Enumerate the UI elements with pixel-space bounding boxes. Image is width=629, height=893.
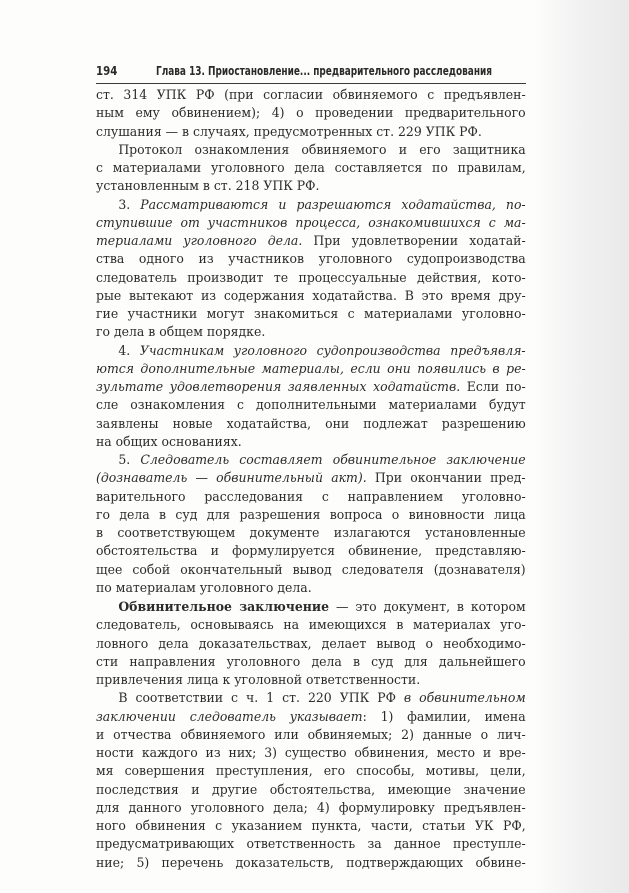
text-run: териалами уголовного дела. bbox=[96, 234, 303, 249]
text-run: гие участники могут знакомиться с материалами уголовно- bbox=[96, 307, 526, 322]
text-line bbox=[96, 233, 526, 251]
text-line bbox=[96, 543, 526, 561]
text-run: следователь производит те процессуальные действия, кото- bbox=[96, 270, 526, 286]
text-run: — это документ, в котором bbox=[329, 600, 526, 615]
text-run: При окончании пред- bbox=[366, 471, 526, 487]
text-run: мя совершения преступления, его способы, мотивы, цели, bbox=[96, 764, 526, 780]
text-run: в соответствующем документе излагаются установленные bbox=[96, 526, 526, 541]
text-run: с материалами уголовного дела составляется по правилам, bbox=[96, 161, 526, 176]
text-run: заключении следователь указывает bbox=[96, 709, 363, 725]
text-line bbox=[96, 598, 526, 617]
text-run: 3. bbox=[118, 197, 141, 213]
text-run: Протокол ознакомления обвиняемого и его защитника bbox=[118, 142, 526, 158]
text-line bbox=[96, 617, 526, 635]
text-line bbox=[96, 452, 526, 470]
text-run: варительного расследования с направлением уголовно- bbox=[96, 489, 526, 505]
text-line bbox=[96, 672, 526, 690]
text-run: сле ознакомления с дополнительными материалами будут bbox=[96, 398, 526, 414]
text-run: ст. 314 УПК РФ (при согласии обвиняемого с предъявлен- bbox=[96, 88, 526, 103]
running-head: Глава 13. Приостановление... предварительного расследования bbox=[156, 64, 493, 78]
text-run: на общих основаниях. bbox=[96, 434, 242, 450]
text-run: Если по- bbox=[460, 380, 526, 395]
text-line bbox=[96, 434, 526, 452]
text-run: 5. bbox=[118, 453, 141, 468]
text-run: ности каждого из них; 3) существо обвинения, место и вре- bbox=[96, 746, 526, 761]
page-number: 194 bbox=[96, 64, 118, 78]
text-run: в обвинительном bbox=[403, 691, 526, 707]
text-run: 4. bbox=[118, 343, 140, 359]
text-run: В соответствии с ч. 1 ст. 220 УПК РФ bbox=[118, 691, 404, 707]
text-run: слушания — в случаях, предусмотренных ст. 229 УПК РФ. bbox=[96, 124, 482, 140]
text-run: следователь, основываясь на имеющихся в материалах уго- bbox=[96, 618, 526, 634]
text-run: по материалам уголовного дела. bbox=[96, 580, 312, 596]
text-line bbox=[96, 763, 526, 781]
text-line bbox=[96, 124, 526, 142]
text-run: установленным в ст. 218 УПК РФ. bbox=[96, 179, 320, 195]
text-line bbox=[96, 562, 526, 580]
text-line bbox=[96, 489, 526, 507]
text-run: щее собой окончательный вывод следователя (дознавателя) bbox=[96, 562, 526, 578]
text-line bbox=[96, 270, 526, 288]
text-run: привлечения лица к уголовной ответственности. bbox=[96, 673, 421, 688]
text-line bbox=[96, 105, 526, 123]
text-run: ного обвинения с указанием пункта, части, статьи УК РФ, bbox=[96, 819, 526, 834]
page-edge-shadow bbox=[534, 0, 629, 893]
text-line bbox=[96, 379, 526, 397]
text-run: : 1) фамилии, имена bbox=[362, 709, 526, 725]
text-line bbox=[96, 836, 526, 854]
text-run: Следователь составляет обвинительное заключение bbox=[140, 453, 526, 468]
text-line bbox=[96, 782, 526, 800]
text-run: и отчества обвиняемого или обвиняемых; 2) данные о лич- bbox=[96, 727, 526, 743]
text-line bbox=[96, 160, 526, 178]
text-line bbox=[96, 416, 526, 434]
text-line bbox=[96, 215, 526, 233]
page-header bbox=[96, 63, 526, 84]
text-run: предусматривающих ответственность за данное преступле- bbox=[96, 837, 526, 853]
text-run: го дела в общем порядке. bbox=[96, 325, 266, 341]
text-run: ние; 5) перечень доказательств, подтверждающих обвине- bbox=[96, 855, 526, 871]
text-run: зультате удовлетворения заявленных ходатайств. bbox=[96, 380, 461, 395]
text-line bbox=[96, 197, 526, 215]
text-line bbox=[96, 727, 526, 745]
text-run: последствия и другие обстоятельства, имеющие значение bbox=[96, 782, 526, 798]
text-line bbox=[96, 343, 526, 361]
text-line bbox=[96, 654, 526, 672]
text-line bbox=[96, 525, 526, 543]
text-line bbox=[96, 361, 526, 379]
text-line bbox=[96, 87, 526, 105]
text-run: ловного дела доказательствах, делает вывод о необходимо- bbox=[96, 636, 526, 652]
text-run: рые вытекают из содержания ходатайства. В это время дру- bbox=[96, 288, 526, 304]
body-text bbox=[96, 87, 526, 873]
text-run: обстоятельства и формулируется обвинение, представляю- bbox=[96, 544, 526, 560]
text-line bbox=[96, 507, 526, 525]
text-line bbox=[96, 690, 526, 708]
text-run: Рассматриваются и разрешаются ходатайства, по- bbox=[140, 197, 526, 213]
text-run: ства одного из участников уголовного судопроизводства bbox=[96, 252, 526, 268]
text-line bbox=[96, 178, 526, 196]
text-run: ются дополнительные материалы, если они появились в ре- bbox=[96, 361, 526, 377]
text-run: (дознаватель — обвинительный акт). bbox=[96, 471, 367, 487]
text-line bbox=[96, 745, 526, 763]
text-line bbox=[96, 288, 526, 306]
text-line bbox=[96, 324, 526, 342]
text-line bbox=[96, 306, 526, 324]
text-line bbox=[96, 470, 526, 488]
text-line bbox=[96, 580, 526, 598]
text-run: для данного уголовного дела; 4) формулировку предъявлен- bbox=[96, 800, 526, 816]
text-line bbox=[96, 800, 526, 818]
text-line bbox=[96, 636, 526, 654]
text-run: Участникам уголовного судопроизводства предъявля- bbox=[139, 343, 526, 359]
text-line bbox=[96, 251, 526, 269]
text-run: ступившие от участников процесса, ознакомившихся с ма- bbox=[96, 215, 526, 231]
text-run: При удовлетворении ходатай- bbox=[302, 234, 526, 249]
text-line bbox=[96, 855, 526, 873]
text-run: го дела в суд для разрешения вопроса о виновности лица bbox=[96, 507, 526, 523]
text-run: сти направления уголовного дела в суд для дальнейшего bbox=[96, 654, 526, 670]
text-run: ным ему обвинением); 4) о проведении предварительного bbox=[96, 106, 526, 122]
text-line bbox=[96, 142, 526, 160]
text-line bbox=[96, 709, 526, 727]
text-run: заявлены новые ходатайства, они подлежат разрешению bbox=[96, 416, 526, 432]
text-line bbox=[96, 397, 526, 415]
text-run: Обвинительное заключение bbox=[118, 599, 330, 615]
text-line bbox=[96, 818, 526, 836]
